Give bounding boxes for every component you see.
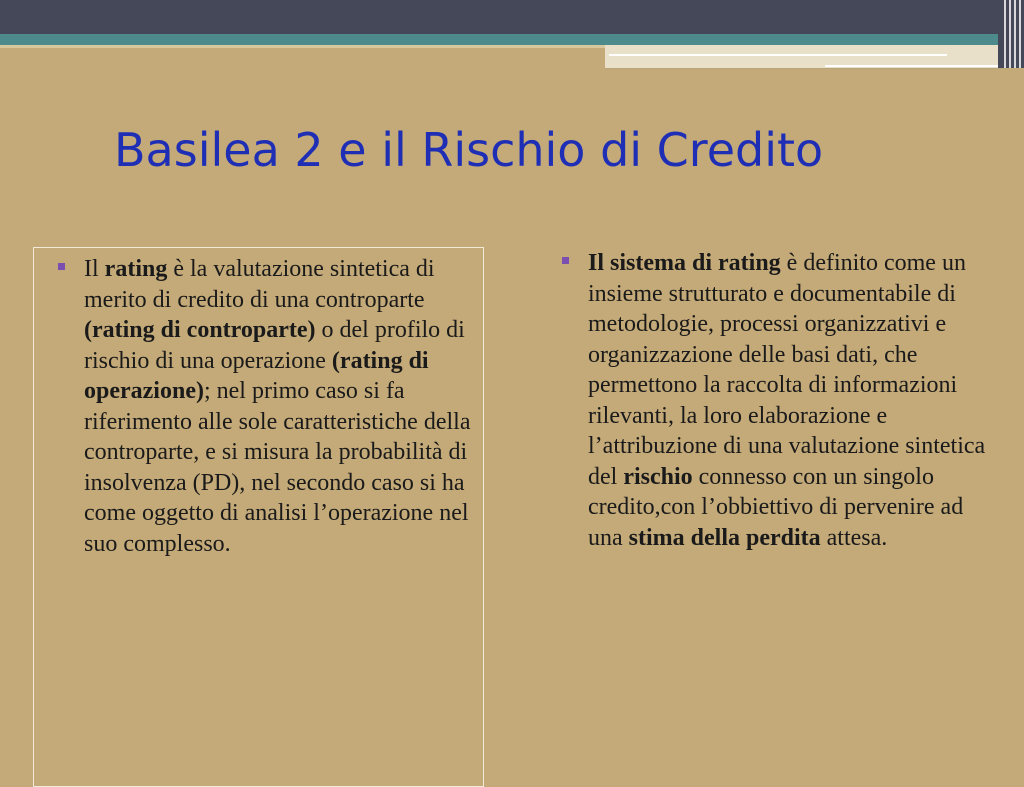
- text: connesso con un singolo credito,con l’obbiettivo di pervenire ad una: [588, 463, 964, 551]
- text: attesa.: [820, 524, 888, 551]
- text: o del profilo di rischio di una operazione: [84, 317, 465, 374]
- right-column: [562, 248, 992, 553]
- vertical-bar: [1019, 0, 1021, 68]
- list-item: [58, 254, 476, 559]
- text: ; nel primo caso si fa riferimento alle sole caratteristiche della controparte, e si misura la probabilità di insolvenza (PD), nel secondo caso si ha come oggetto di analisi l’operazione nel suo complesso.: [84, 378, 471, 557]
- text: Il: [84, 256, 105, 282]
- header-rule-2: [825, 65, 1007, 67]
- vertical-bar: [1004, 0, 1006, 68]
- header-vertical-bars: [998, 0, 1024, 68]
- header-dark-band: [0, 0, 1024, 34]
- text: è definito come un insieme strutturato e documentabile di metodologie, processi organizzativi e organizzazione delle basi dati, che permettono la raccolta di informazioni rilevanti, la loro elaborazione e l’attribuzione di una valutazione sintetica del: [588, 250, 986, 490]
- text-bold: (rating di operazione): [84, 347, 429, 404]
- header-rule-1: [609, 54, 947, 56]
- text-bold: Il sistema di rating: [588, 250, 781, 276]
- vertical-bar: [1014, 0, 1016, 68]
- header-right-strip: [605, 45, 1007, 69]
- text-bold: (rating di controparte): [84, 317, 316, 343]
- header-light-strip: [0, 45, 605, 48]
- left-column: [58, 254, 476, 559]
- text: è la valutazione sintetica di merito di credito di una controparte: [84, 256, 435, 313]
- text-bold: rischio: [623, 463, 693, 490]
- header-teal-band: [0, 34, 1024, 45]
- list-item: [562, 248, 992, 553]
- text-bold: stima della perdita: [628, 524, 821, 551]
- vertical-bar: [1009, 0, 1011, 68]
- square-bullet-icon: [562, 257, 569, 264]
- square-bullet-icon: [58, 263, 65, 270]
- slide-title: Basilea 2 e il Rischio di Credito: [114, 123, 824, 177]
- text-bold: rating: [104, 256, 168, 282]
